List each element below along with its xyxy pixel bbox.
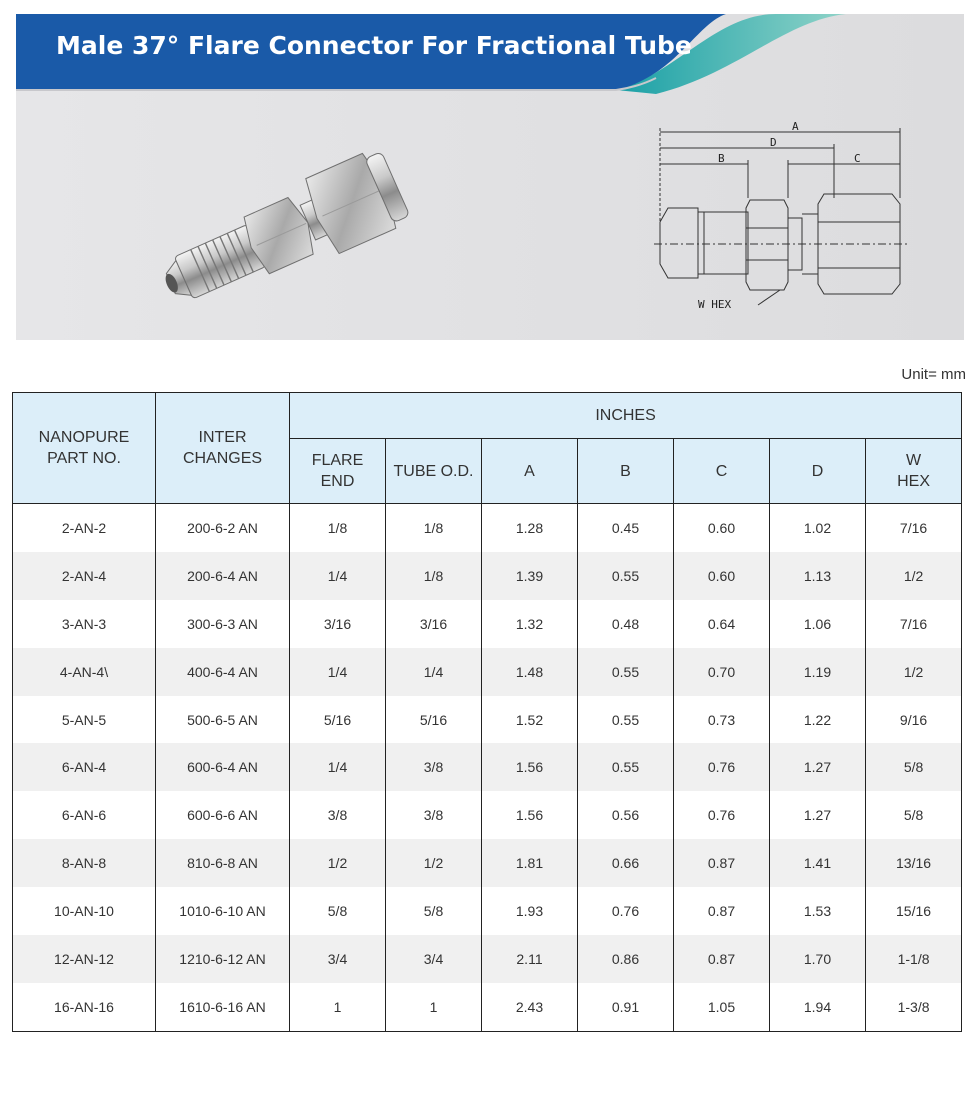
table-row xyxy=(13,887,962,935)
product-banner xyxy=(16,14,964,340)
header-interchanges: INTER CHANGES xyxy=(156,393,290,504)
cell-b: 0.55 xyxy=(578,696,674,744)
cell-a: 1.48 xyxy=(482,648,578,696)
cell-d: 1.94 xyxy=(770,983,866,1031)
cell-interchange: 400-6-4 AN xyxy=(156,648,290,696)
cell-a: 2.43 xyxy=(482,983,578,1031)
cell-flare-end: 3/4 xyxy=(290,935,386,983)
cell-tube-od: 1/8 xyxy=(386,504,482,552)
cell-b: 0.66 xyxy=(578,839,674,887)
cell-w-hex: 1-3/8 xyxy=(866,983,962,1031)
table-row xyxy=(13,935,962,983)
cell-interchange: 600-6-6 AN xyxy=(156,791,290,839)
cell-c: 0.60 xyxy=(674,504,770,552)
cell-part-no: 10-AN-10 xyxy=(13,887,156,935)
header-tube-od: TUBE O.D. xyxy=(386,439,482,504)
cell-c: 1.05 xyxy=(674,983,770,1031)
cell-b: 0.91 xyxy=(578,983,674,1031)
header-flare-end: FLARE END xyxy=(290,439,386,504)
cell-flare-end: 1/8 xyxy=(290,504,386,552)
cell-c: 0.87 xyxy=(674,887,770,935)
cell-tube-od: 1/8 xyxy=(386,552,482,600)
cell-w-hex: 5/8 xyxy=(866,743,962,791)
cell-interchange: 200-6-2 AN xyxy=(156,504,290,552)
table-row xyxy=(13,839,962,887)
cell-b: 0.55 xyxy=(578,552,674,600)
cell-d: 1.13 xyxy=(770,552,866,600)
cell-d: 1.19 xyxy=(770,648,866,696)
table-row xyxy=(13,696,962,744)
cell-a: 1.32 xyxy=(482,600,578,648)
specification-table xyxy=(12,392,962,1032)
cell-c: 0.60 xyxy=(674,552,770,600)
cell-tube-od: 5/8 xyxy=(386,887,482,935)
cell-part-no: 6-AN-4 xyxy=(13,743,156,791)
dim-label-d: D xyxy=(770,136,777,149)
dimension-drawing-icon xyxy=(654,118,924,318)
table-row xyxy=(13,743,962,791)
cell-tube-od: 5/16 xyxy=(386,696,482,744)
cell-flare-end: 1/4 xyxy=(290,552,386,600)
unit-label: Unit= mm xyxy=(901,366,966,383)
cell-flare-end: 1 xyxy=(290,983,386,1031)
cell-interchange: 600-6-4 AN xyxy=(156,743,290,791)
header-a: A xyxy=(482,439,578,504)
cell-tube-od: 1/4 xyxy=(386,648,482,696)
connector-photo-icon xyxy=(151,119,426,319)
table-row xyxy=(13,983,962,1031)
cell-tube-od: 3/8 xyxy=(386,791,482,839)
table-row xyxy=(13,791,962,839)
header-w-hex: W HEX xyxy=(866,439,962,504)
cell-b: 0.45 xyxy=(578,504,674,552)
cell-tube-od: 3/4 xyxy=(386,935,482,983)
table-row xyxy=(13,648,962,696)
cell-w-hex: 13/16 xyxy=(866,839,962,887)
cell-flare-end: 5/8 xyxy=(290,887,386,935)
cell-a: 1.93 xyxy=(482,887,578,935)
cell-a: 1.39 xyxy=(482,552,578,600)
dim-label-whex: W HEX xyxy=(698,298,732,311)
cell-a: 1.52 xyxy=(482,696,578,744)
cell-w-hex: 1/2 xyxy=(866,648,962,696)
cell-flare-end: 1/4 xyxy=(290,743,386,791)
cell-interchange: 1210-6-12 AN xyxy=(156,935,290,983)
cell-w-hex: 7/16 xyxy=(866,504,962,552)
cell-part-no: 6-AN-6 xyxy=(13,791,156,839)
cell-c: 0.73 xyxy=(674,696,770,744)
cell-d: 1.27 xyxy=(770,743,866,791)
cell-interchange: 1010-6-10 AN xyxy=(156,887,290,935)
cell-interchange: 810-6-8 AN xyxy=(156,839,290,887)
cell-b: 0.56 xyxy=(578,791,674,839)
cell-b: 0.55 xyxy=(578,743,674,791)
cell-part-no: 3-AN-3 xyxy=(13,600,156,648)
cell-b: 0.55 xyxy=(578,648,674,696)
table-body xyxy=(13,504,962,1032)
cell-c: 0.76 xyxy=(674,743,770,791)
table-row xyxy=(13,504,962,552)
cell-tube-od: 3/16 xyxy=(386,600,482,648)
cell-b: 0.86 xyxy=(578,935,674,983)
cell-c: 0.64 xyxy=(674,600,770,648)
table-row xyxy=(13,552,962,600)
cell-a: 1.81 xyxy=(482,839,578,887)
cell-part-no: 16-AN-16 xyxy=(13,983,156,1031)
cell-interchange: 500-6-5 AN xyxy=(156,696,290,744)
cell-part-no: 4-AN-4\ xyxy=(13,648,156,696)
dim-label-a: A xyxy=(792,120,799,133)
cell-flare-end: 5/16 xyxy=(290,696,386,744)
dim-label-b: B xyxy=(718,152,725,165)
cell-part-no: 2-AN-2 xyxy=(13,504,156,552)
cell-flare-end: 3/16 xyxy=(290,600,386,648)
cell-tube-od: 1 xyxy=(386,983,482,1031)
cell-a: 1.56 xyxy=(482,791,578,839)
cell-w-hex: 7/16 xyxy=(866,600,962,648)
header-d: D xyxy=(770,439,866,504)
cell-w-hex: 15/16 xyxy=(866,887,962,935)
cell-d: 1.06 xyxy=(770,600,866,648)
cell-tube-od: 1/2 xyxy=(386,839,482,887)
cell-c: 0.87 xyxy=(674,935,770,983)
dim-label-c: C xyxy=(854,152,861,165)
cell-tube-od: 3/8 xyxy=(386,743,482,791)
cell-flare-end: 1/2 xyxy=(290,839,386,887)
header-inches-group: INCHES xyxy=(290,393,962,439)
cell-w-hex: 1/2 xyxy=(866,552,962,600)
header-b: B xyxy=(578,439,674,504)
cell-d: 1.27 xyxy=(770,791,866,839)
cell-interchange: 200-6-4 AN xyxy=(156,552,290,600)
cell-b: 0.48 xyxy=(578,600,674,648)
cell-d: 1.22 xyxy=(770,696,866,744)
cell-part-no: 5-AN-5 xyxy=(13,696,156,744)
table-row xyxy=(13,600,962,648)
cell-d: 1.53 xyxy=(770,887,866,935)
cell-a: 2.11 xyxy=(482,935,578,983)
cell-a: 1.28 xyxy=(482,504,578,552)
cell-flare-end: 1/4 xyxy=(290,648,386,696)
cell-part-no: 2-AN-4 xyxy=(13,552,156,600)
cell-w-hex: 1-1/8 xyxy=(866,935,962,983)
cell-flare-end: 3/8 xyxy=(290,791,386,839)
cell-w-hex: 5/8 xyxy=(866,791,962,839)
cell-part-no: 12-AN-12 xyxy=(13,935,156,983)
cell-w-hex: 9/16 xyxy=(866,696,962,744)
header-part-no: NANOPURE PART NO. xyxy=(13,393,156,504)
cell-interchange: 300-6-3 AN xyxy=(156,600,290,648)
cell-b: 0.76 xyxy=(578,887,674,935)
cell-d: 1.02 xyxy=(770,504,866,552)
cell-d: 1.41 xyxy=(770,839,866,887)
cell-c: 0.70 xyxy=(674,648,770,696)
cell-a: 1.56 xyxy=(482,743,578,791)
cell-d: 1.70 xyxy=(770,935,866,983)
cell-c: 0.76 xyxy=(674,791,770,839)
header-c: C xyxy=(674,439,770,504)
page-title: Male 37° Flare Connector For Fractional Tube xyxy=(56,31,692,60)
cell-interchange: 1610-6-16 AN xyxy=(156,983,290,1031)
cell-c: 0.87 xyxy=(674,839,770,887)
cell-part-no: 8-AN-8 xyxy=(13,839,156,887)
